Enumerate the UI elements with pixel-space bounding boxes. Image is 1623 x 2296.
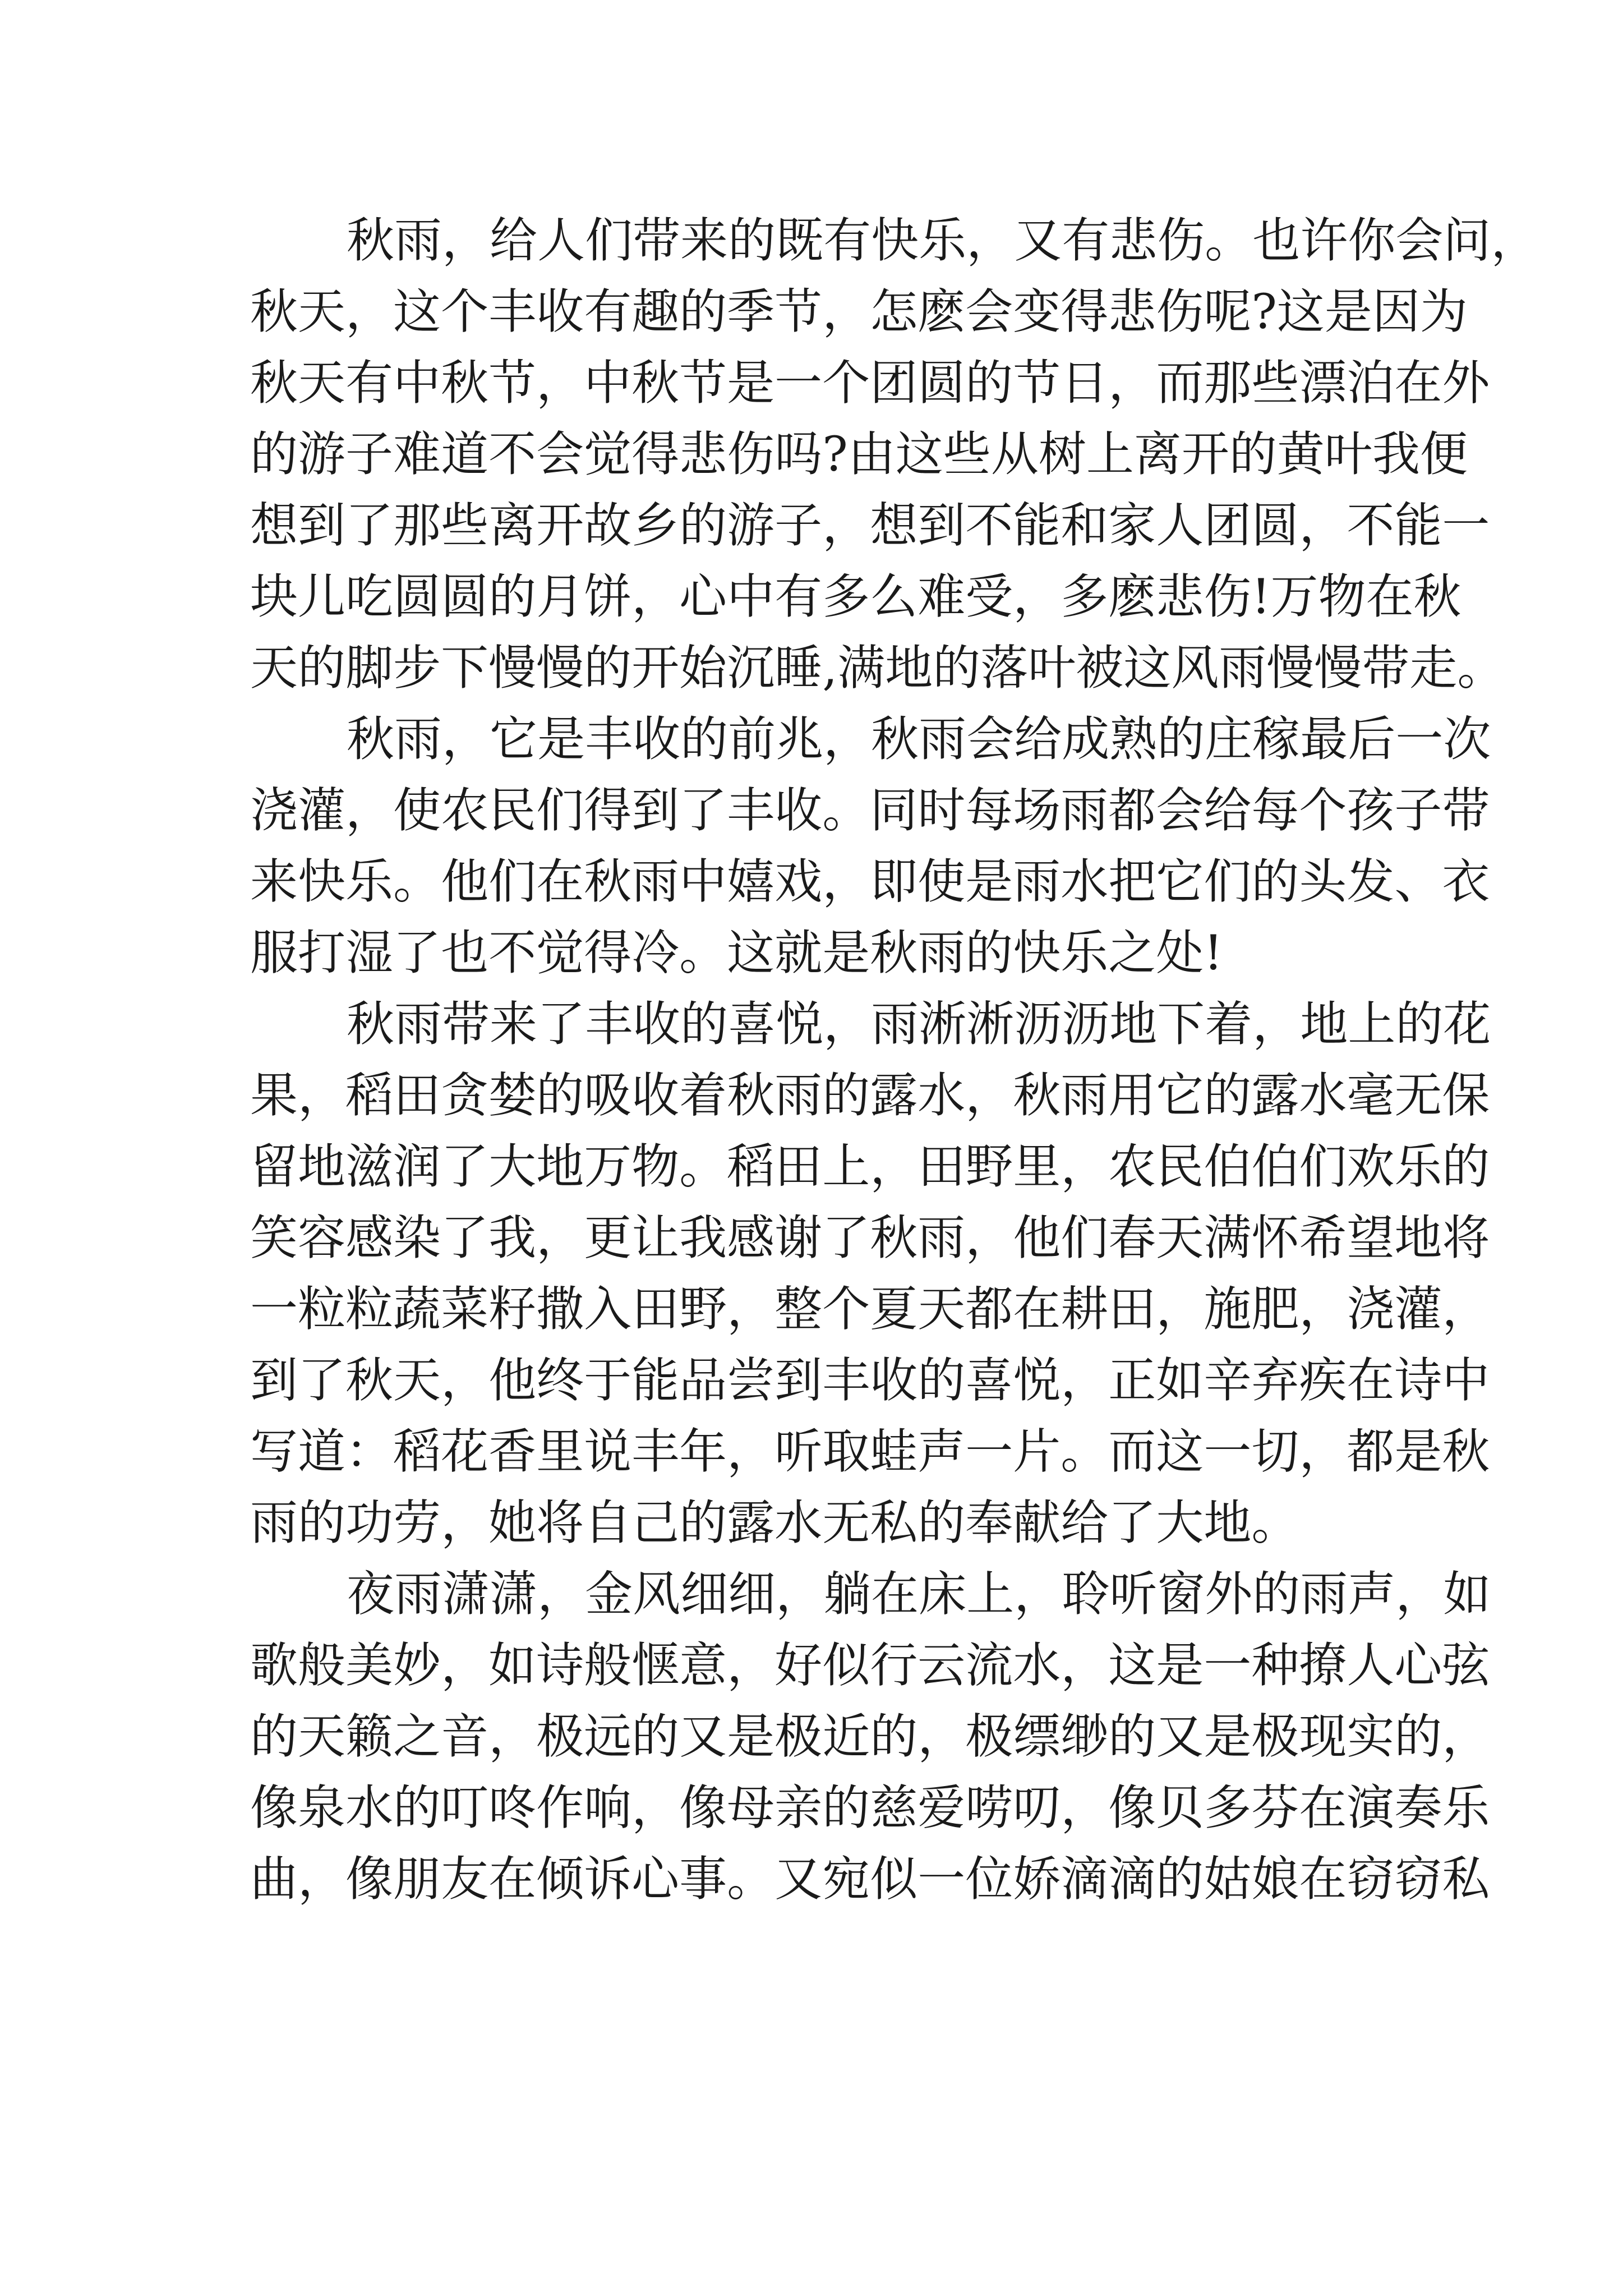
- text-line: 的 游 子 难 道 不 会 觉 得 悲 伤 吗 ? 由 这 些 从 树 上 离 开 的 黄 叶 我 便: [250, 427, 1468, 482]
- text-line: 想 到 了 那 些 离 开 故 乡 的 游 子 ， 想 到 不 能 和 家 人 团 圆 ， 不 能 一: [250, 498, 1490, 554]
- text-line: 像 泉 水 的 叮 咚 作 响 ， 像 母 亲 的 慈 爱 唠 叨 ， 像 贝 多 芬 在 演 奏 乐: [250, 1780, 1490, 1836]
- text-line: 歌 般 美 妙 ， 如 诗 般 惬 意 ， 好 似 行 云 流 水 ， 这 是 一 种 撩 人 心 弦: [250, 1638, 1490, 1694]
- text-line: 秋 天 ， 这 个 丰 收 有 趣 的 季 节 ， 怎 麽 会 变 得 悲 伤 呢 ? 这 是 因 为: [250, 284, 1468, 340]
- text-line: 浇 灌 ， 使 农 民 们 得 到 了 丰 收 。 同 时 每 场 雨 都 会 给 每 个 孩 子 带: [250, 783, 1490, 839]
- text-line: 笑 容 感 染 了 我 ， 更 让 我 感 谢 了 秋 雨 ， 他 们 春 天 满 怀 希 望 地 将: [250, 1211, 1490, 1266]
- text-line: 秋 雨 ， 给 人 们 带 来 的 既 有 快 乐 ， 又 有 悲 伤 。 也 许 你 会 问 ，: [347, 213, 1539, 269]
- text-line: 一 粒 粒 蔬 菜 籽 撒 入 田 野 ， 整 个 夏 天 都 在 耕 田 ， 施 肥 ， 浇 灌 ，: [250, 1282, 1490, 1337]
- text-line: 天 的 脚 步 下 慢 慢 的 开 始 沉 睡 , 满 地 的 落 叶 被 这 风 雨 慢 慢 带 走 。: [250, 641, 1505, 696]
- text-line: 果 ， 稻 田 贪 婪 的 吸 收 着 秋 雨 的 露 水 ， 秋 雨 用 它 的 露 水 毫 无 保: [250, 1068, 1490, 1124]
- text-line: 秋 雨 带 来 了 丰 收 的 喜 悦 ， 雨 淅 淅 沥 沥 地 下 着 ， 地 上 的 花: [347, 997, 1491, 1052]
- body-text: [250, 205, 1539, 1915]
- text-line: 曲 ， 像 朋 友 在 倾 诉 心 事 。 又 宛 似 一 位 娇 滴 滴 的 姑 娘 在 窃 窃 私: [250, 1852, 1490, 1907]
- text-line: 写 道 ： 稻 花 香 里 说 丰 年 ， 听 取 蛙 声 一 片 。 而 这 一 切 ， 都 是 秋: [250, 1424, 1490, 1480]
- text-line: 雨 的 功 劳 ， 她 将 自 己 的 露 水 无 私 的 奉 献 给 了 大 地 。: [250, 1496, 1299, 1551]
- text-line: 来 快 乐 。 他 们 在 秋 雨 中 嬉 戏 ， 即 使 是 雨 水 把 它 们 的 头 发 、 衣: [250, 854, 1490, 910]
- text-line: 秋 雨 ， 它 是 丰 收 的 前 兆 ， 秋 雨 会 给 成 熟 的 庄 稼 最 后 一 次: [347, 712, 1491, 767]
- text-line: 块 儿 吃 圆 圆 的 月 饼 ， 心 中 有 多 么 难 受 ， 多 麽 悲 伤 ! 万 物 在 秋: [250, 569, 1461, 625]
- text-line: 服 打 湿 了 也 不 觉 得 冷 。 这 就 是 秋 雨 的 快 乐 之 处 !: [250, 926, 1223, 981]
- text-line: 夜 雨 潇 潇 ， 金 风 细 细 ， 躺 在 床 上 ， 聆 听 窗 外 的 雨 声 ， 如: [347, 1567, 1491, 1622]
- text-line: 的 天 籁 之 音 ， 极 远 的 又 是 极 近 的 ， 极 缥 缈 的 又 是 极 现 实 的 ，: [250, 1709, 1490, 1765]
- text-line: 留 地 滋 润 了 大 地 万 物 。 稻 田 上 ， 田 野 里 ， 农 民 伯 伯 们 欢 乐 的: [250, 1139, 1490, 1195]
- text-line: 秋 天 有 中 秋 节 ， 中 秋 节 是 一 个 团 圆 的 节 日 ， 而 那 些 漂 泊 在 外: [250, 356, 1490, 411]
- text-line: 到 了 秋 天 ， 他 终 于 能 品 尝 到 丰 收 的 喜 悦 ， 正 如 辛 弃 疾 在 诗 中: [250, 1353, 1490, 1409]
